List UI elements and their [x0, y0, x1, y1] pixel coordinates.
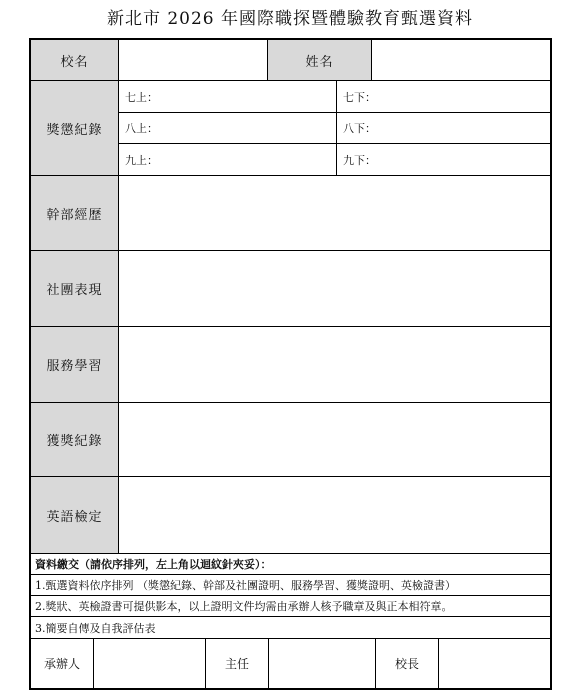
cadre-field[interactable]	[119, 176, 550, 251]
club-field[interactable]	[119, 251, 550, 327]
director-label: 主任	[206, 639, 269, 688]
grade7-sem1-field[interactable]: 七上：	[119, 81, 337, 113]
grade8-sem1-field[interactable]: 八上：	[119, 113, 337, 144]
notes-item-1: 1.甄選資料依序排列 （獎懲紀錄、幹部及社團證明、服務學習、獲獎證明、英檢證書）	[31, 575, 550, 596]
honors-label: 獲獎紀錄	[31, 403, 119, 477]
school-field[interactable]	[119, 40, 268, 81]
service-label: 服務學習	[31, 327, 119, 403]
english-field[interactable]	[119, 477, 550, 554]
school-label: 校名	[31, 40, 119, 81]
director-sign-field[interactable]	[269, 639, 376, 688]
club-label: 社團表現	[31, 251, 119, 327]
name-field[interactable]	[372, 40, 550, 81]
handler-sign-field[interactable]	[94, 639, 206, 688]
service-field[interactable]	[119, 327, 550, 403]
cadre-label: 幹部經歷	[31, 176, 119, 251]
grade8-sem2-field[interactable]: 八下：	[337, 113, 550, 144]
name-label: 姓名	[268, 40, 372, 81]
grade9-sem1-field[interactable]: 九上：	[119, 144, 337, 176]
notes-heading: 資料繳交（請依序排列，左上角以迴紋針夾妥）：	[31, 554, 550, 575]
grade7-sem2-field[interactable]: 七下：	[337, 81, 550, 113]
grade9-sem2-field[interactable]: 九下：	[337, 144, 550, 176]
application-form	[29, 38, 552, 690]
form-title: 新北市 2026 年國際職探暨體驗教育甄選資料	[106, 9, 474, 29]
english-label: 英語檢定	[31, 477, 119, 554]
principal-sign-field[interactable]	[439, 639, 550, 688]
awards-label: 獎懲紀錄	[31, 81, 119, 176]
notes-item-3: 3.簡要自傳及自我評估表	[31, 617, 550, 639]
honors-field[interactable]	[119, 403, 550, 477]
handler-label: 承辦人	[31, 639, 94, 688]
notes-item-2: 2.獎狀、英檢證書可提供影本，以上證明文件均需由承辦人核予職章及與正本相符章。	[31, 596, 550, 617]
principal-label: 校長	[376, 639, 439, 688]
